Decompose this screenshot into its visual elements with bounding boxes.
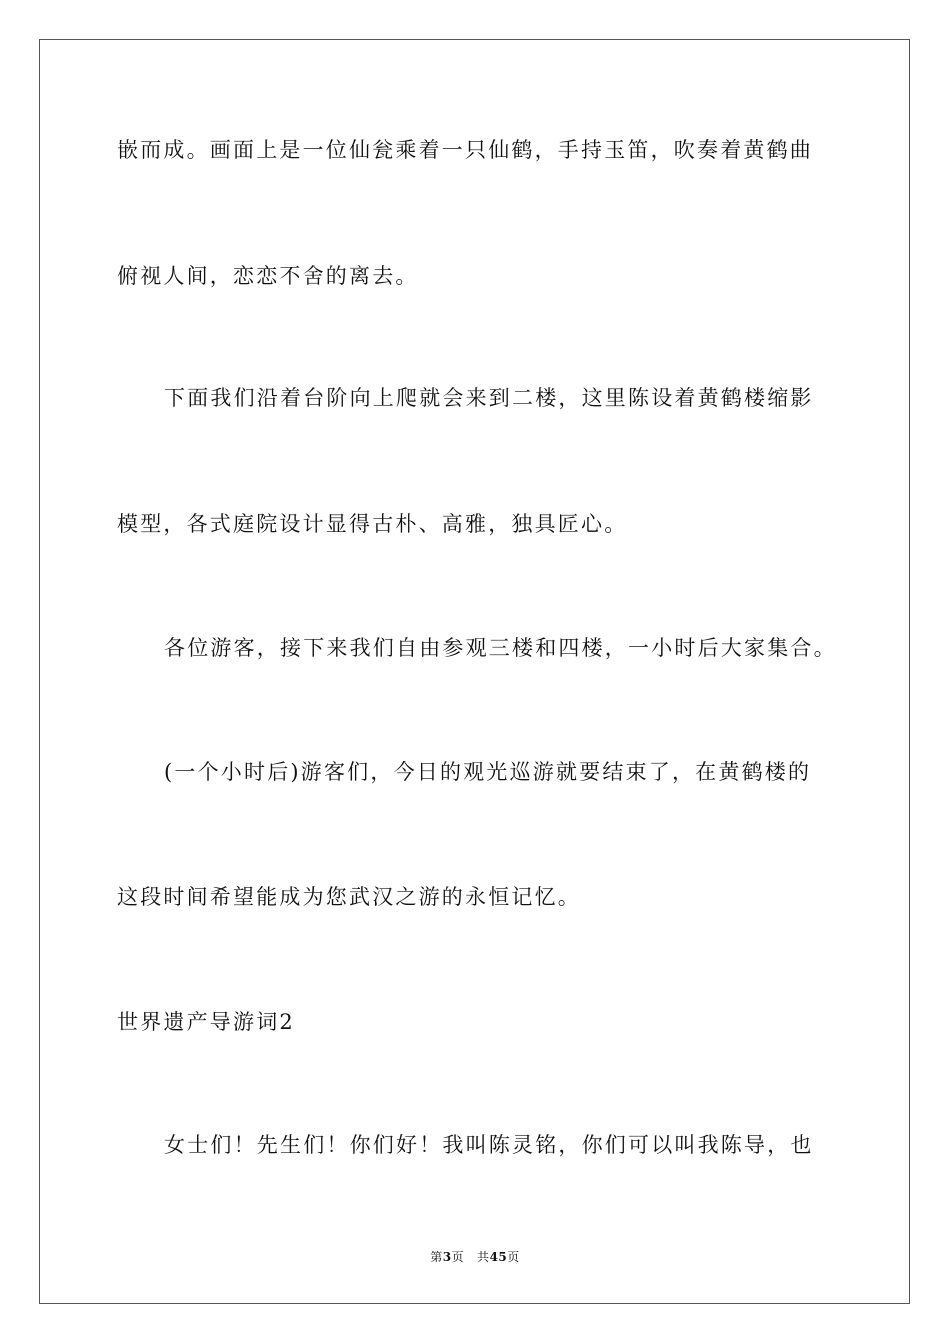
text-line-5: 各位游客，接下来我们自由参观三楼和四楼，一小时后大家集合。 — [164, 636, 837, 660]
page-footer — [0, 1248, 950, 1265]
text-line-3: 下面我们沿着台阶向上爬就会来到二楼，这里陈设着黄鹤楼缩影 — [164, 386, 814, 410]
text-line-7: 这段时间希望能成为您武汉之游的永恒记忆。 — [117, 885, 581, 909]
text-line-2: 俯视人间，恋恋不舍的离去。 — [117, 264, 419, 288]
footer-page-suffix: 页 — [451, 1250, 465, 1264]
footer-page-prefix: 第 — [430, 1250, 443, 1264]
text-line-6: (一个小时后)游客们，今日的观光巡游就要结束了，在黄鹤楼的 — [164, 760, 812, 784]
text-line-9: 女士们！先生们！你们好！我叫陈灵铭，你们可以叫我陈导，也 — [164, 1133, 814, 1157]
footer-total-prefix: 共 — [477, 1250, 490, 1264]
footer-total-suffix: 页 — [507, 1250, 520, 1264]
text-line-1: 嵌而成。画面上是一位仙瓮乘着一只仙鹤，手持玉笛，吹奏着黄鹤曲 — [117, 138, 813, 162]
page-border — [39, 39, 910, 1304]
footer-total-pages: 45 — [489, 1250, 508, 1264]
section-heading: 世界遗产导游词2 — [117, 1010, 295, 1034]
footer-page-number: 3 — [442, 1250, 452, 1264]
text-line-4: 模型，各式庭院设计显得古朴、高雅，独具匠心。 — [117, 512, 628, 536]
